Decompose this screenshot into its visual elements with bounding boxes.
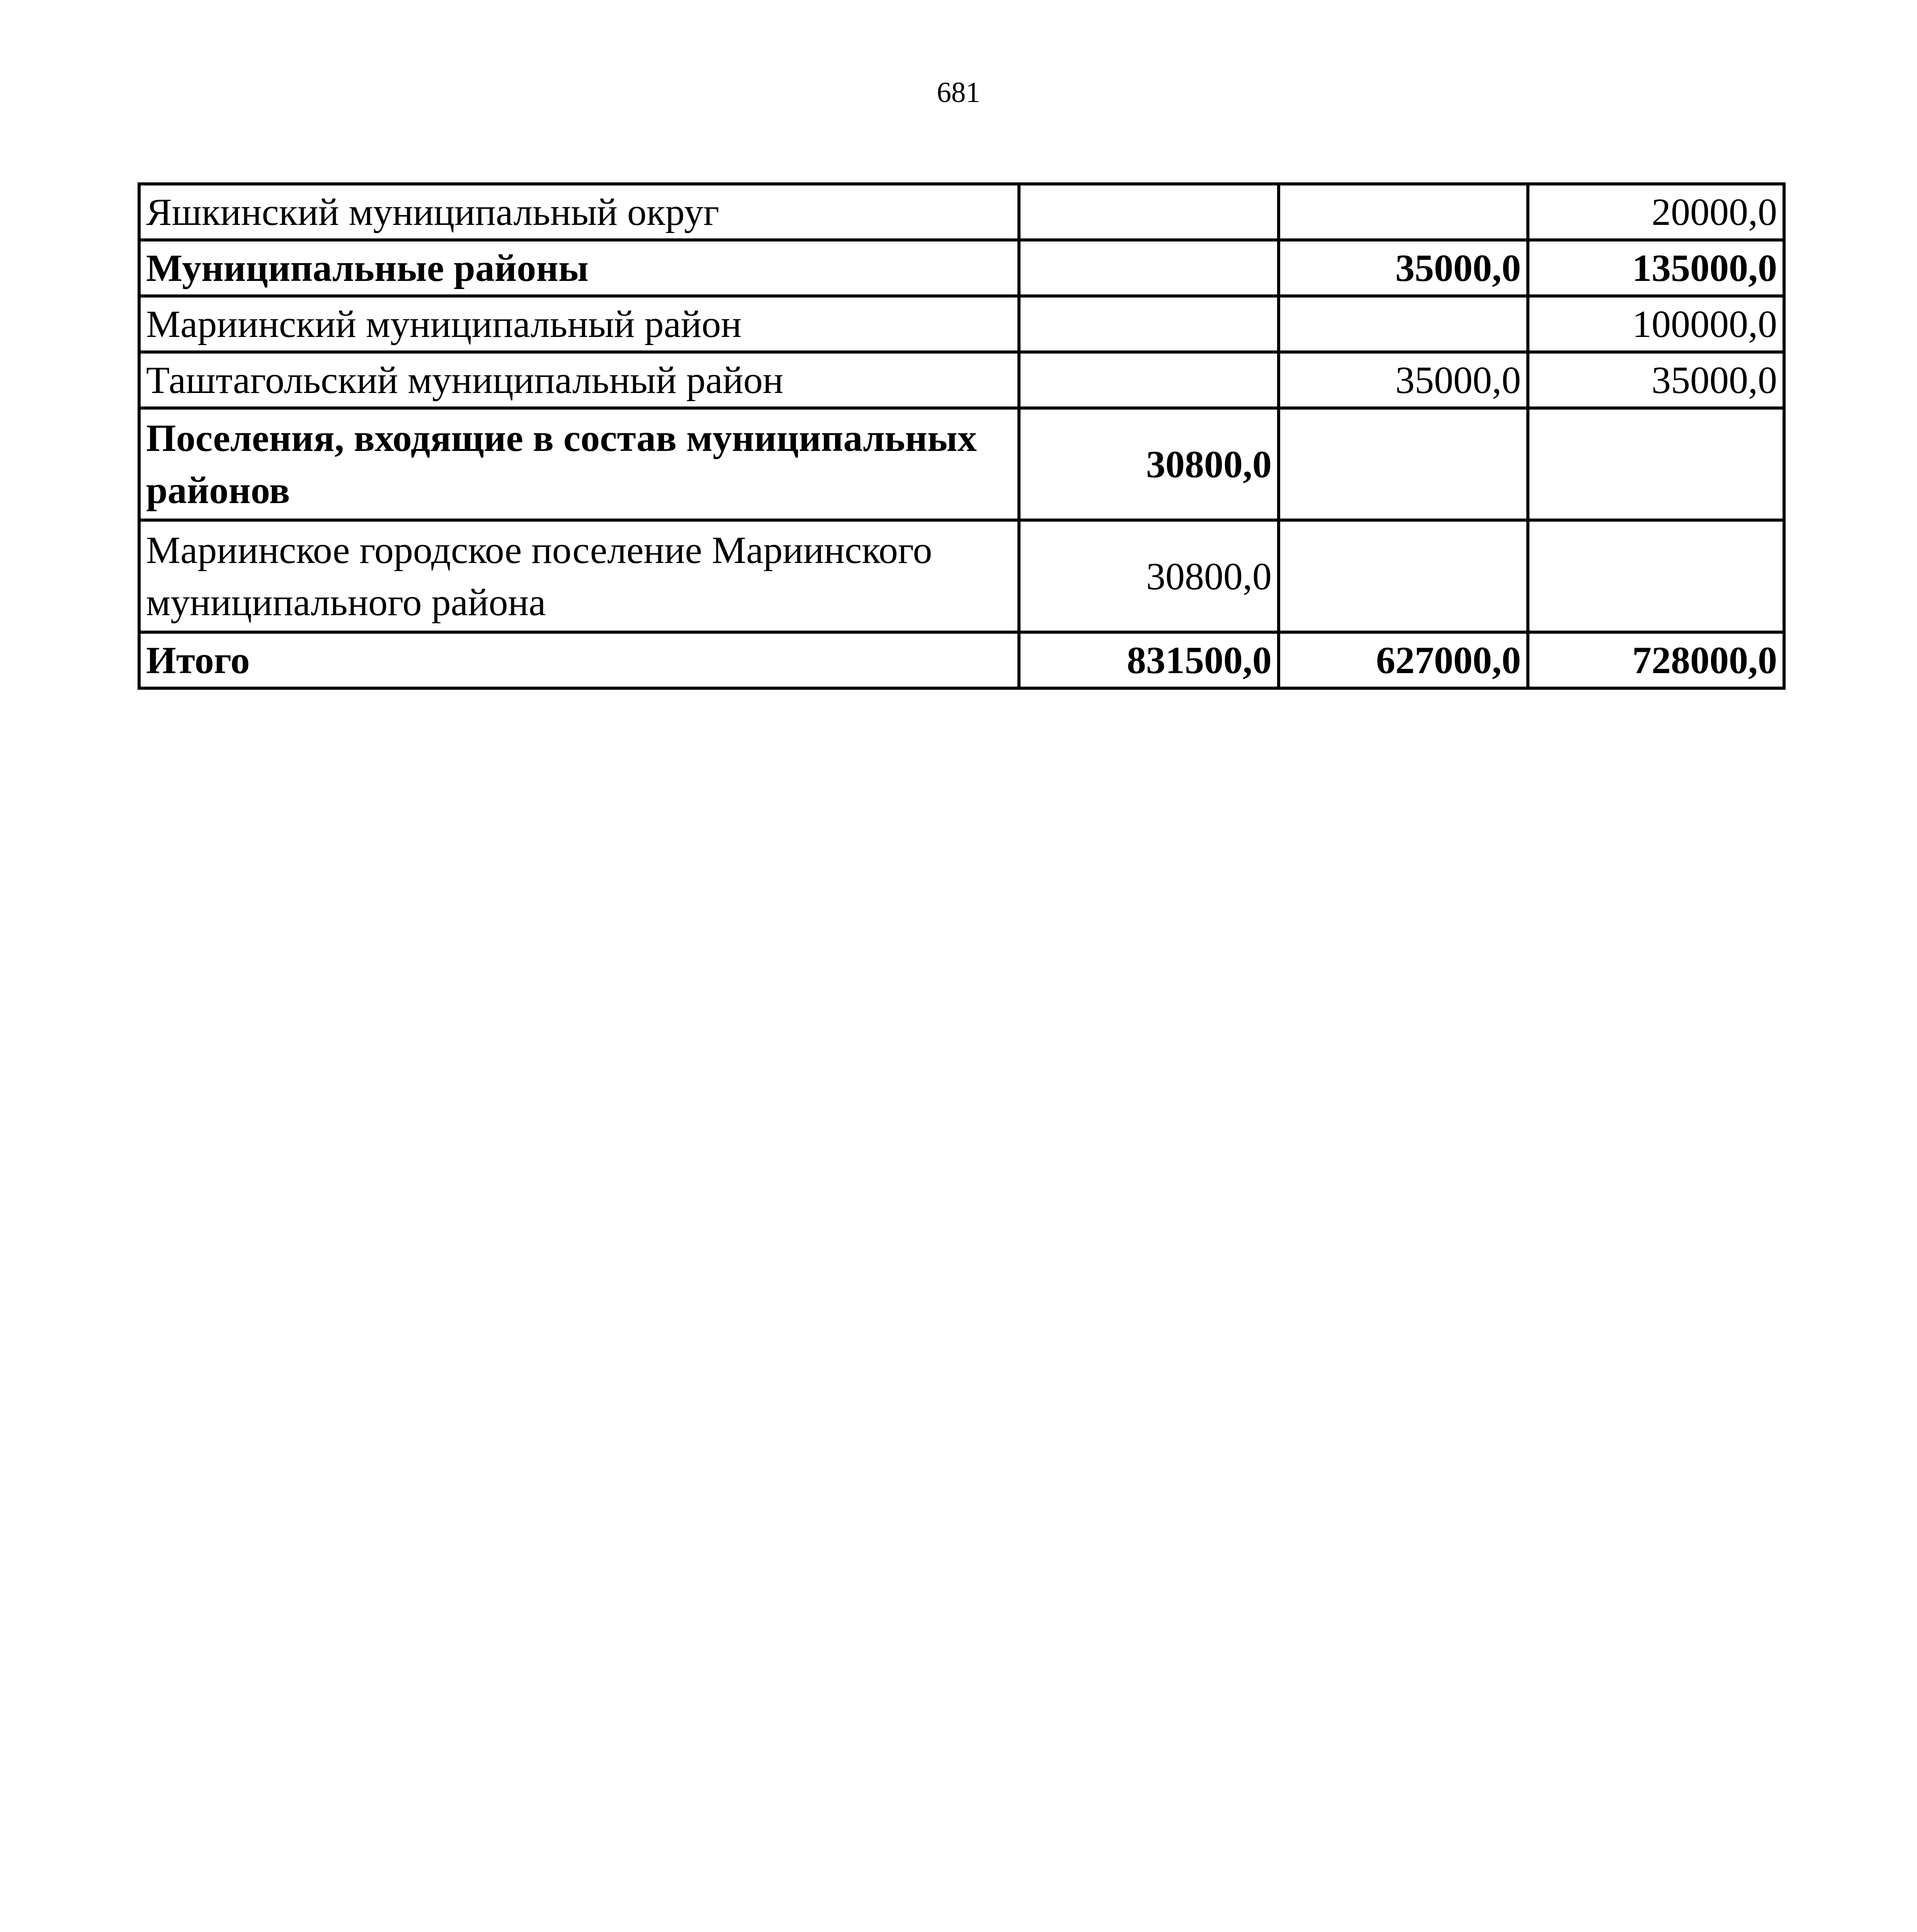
row-name-cell: Поселения, входящие в состав муниципальных районов bbox=[139, 408, 1019, 520]
row-value-cell-2 bbox=[1279, 184, 1528, 240]
row-value-cell-3: 135000,0 bbox=[1528, 240, 1784, 296]
budget-table bbox=[138, 182, 1786, 690]
row-value-cell-1: 831500,0 bbox=[1019, 632, 1279, 688]
row-value-cell-2: 35000,0 bbox=[1279, 240, 1528, 296]
row-value-cell-1 bbox=[1019, 184, 1279, 240]
row-value-cell-3 bbox=[1528, 408, 1784, 520]
row-value-cell-2: 35000,0 bbox=[1279, 352, 1528, 408]
row-value-cell-2 bbox=[1279, 520, 1528, 632]
row-value-cell-1: 30800,0 bbox=[1019, 408, 1279, 520]
row-name-cell: Итого bbox=[139, 632, 1019, 688]
row-name-cell: Муниципальные районы bbox=[139, 240, 1019, 296]
row-name-cell: Мариинский муниципальный район bbox=[139, 296, 1019, 352]
row-value-cell-2 bbox=[1279, 408, 1528, 520]
row-value-cell-1 bbox=[1019, 240, 1279, 296]
table-row-mariinsky-district bbox=[139, 296, 1784, 352]
row-value-cell-1 bbox=[1019, 296, 1279, 352]
row-value-cell-2 bbox=[1279, 296, 1528, 352]
table-row-municipal-districts-subtotal bbox=[139, 240, 1784, 296]
row-value-cell-3: 35000,0 bbox=[1528, 352, 1784, 408]
table-row-total bbox=[139, 632, 1784, 688]
row-name-cell: Таштагольский муниципальный район bbox=[139, 352, 1019, 408]
table-row-tashtagolsky-district bbox=[139, 352, 1784, 408]
table-row-settlements-subtotal bbox=[139, 408, 1784, 520]
table-row-mariinsk-urban-settlement bbox=[139, 520, 1784, 632]
row-value-cell-3 bbox=[1528, 520, 1784, 632]
row-value-cell-3: 20000,0 bbox=[1528, 184, 1784, 240]
row-value-cell-3: 100000,0 bbox=[1528, 296, 1784, 352]
row-value-cell-3: 728000,0 bbox=[1528, 632, 1784, 688]
row-name-cell: Мариинское городское поселение Мариинского муниципального района bbox=[139, 520, 1019, 632]
row-value-cell-2: 627000,0 bbox=[1279, 632, 1528, 688]
row-name-cell: Яшкинский муниципальный округ bbox=[139, 184, 1019, 240]
page-number: 681 bbox=[937, 77, 980, 109]
row-value-cell-1 bbox=[1019, 352, 1279, 408]
row-value-cell-1: 30800,0 bbox=[1019, 520, 1279, 632]
table-row-yashkinsky-okrug bbox=[139, 184, 1784, 240]
